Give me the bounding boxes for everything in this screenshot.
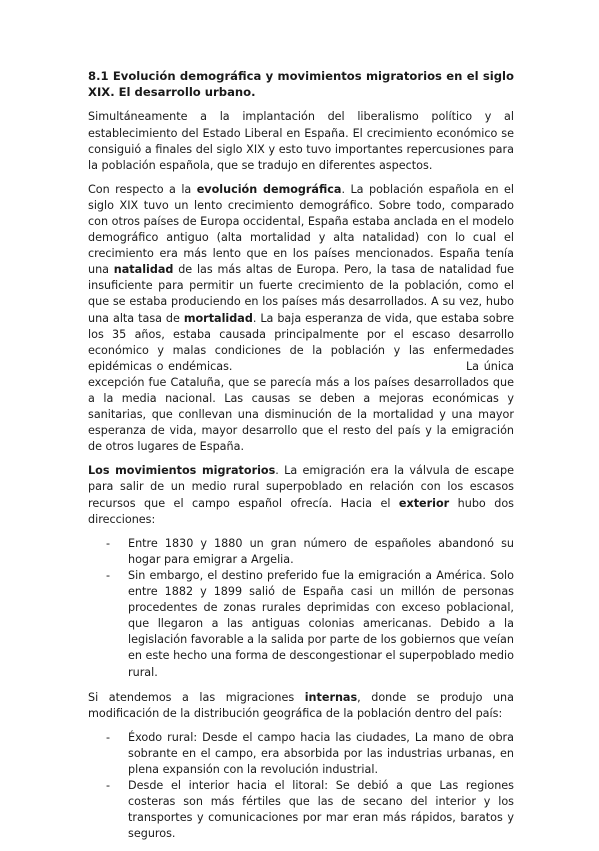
text-run: . La emigración era la válvula de escape para salir de un medio rural superpoblado en relación con los escasos recursos que el campo español ofrecía. Hacia el: [88, 464, 514, 510]
list-item: [106, 778, 514, 842]
demographic-paragraph: [88, 182, 514, 456]
text-run: Si atendemos a las migraciones: [88, 690, 305, 704]
list-item-text: Sin embargo, el destino preferido fue la emigración a América. Solo entre 1882 y 1899 salió de España casi un millón de personas procedentes de zonas rurales deprimidas con exceso poblacional, que llegaron a las antiguas colonias americanas. Debido a la legislación favorable a la salida por parte de los gobiernos que veían en este hecho una forma de descongestionar el superpoblado medio rural.: [128, 568, 514, 679]
list-item-text: Éxodo rural: Desde el campo hacia las ciudades, La mano de obra sobrante en el campo, era absorbida por las industrias urbanas, en plena expansión con la revolución industrial.: [128, 730, 514, 776]
dash-bullet: -: [106, 730, 111, 744]
dash-bullet: -: [106, 568, 111, 582]
list-item: [106, 730, 514, 778]
intro-paragraph: Simultáneamente a la implantación del liberalismo político y al establecimiento del Estado Liberal en España. El crecimiento económico se consiguió a finales del siglo XIX y esto tuvo importantes repercusiones para la población española, que se tradujo en diferentes aspectos.: [88, 110, 514, 172]
text-run: Con respecto a la: [88, 182, 197, 196]
text-run: , donde se produjo una modificación de la distribución geográfica de la población dentro del país:: [88, 690, 514, 720]
text-run: . La baja esperanza de vida, que estaba sobre los 35 años, estaba causada principalmente por el escaso desarrollo económico y malas condiciones de la población y las enfermedades epidémicas o endémicas.: [88, 311, 514, 373]
section-title: 8.1 Evolución demográfica y movimientos migratorios en el siglo XIX. El desarrollo urbano.: [88, 69, 514, 100]
bold-term-exterior: exterior: [398, 496, 450, 510]
document-page: [88, 68, 514, 851]
bold-term-movimientos: Los movimientos migratorios: [88, 464, 276, 478]
bold-term-internas: internas: [304, 690, 358, 704]
bold-term-evolucion: evolución demográfica: [196, 182, 342, 196]
list-item-text: Desde el interior hacia el litoral: Se debió a que Las regiones costeras son más fértiles que las de secano del interior y los transportes y comunicaciones por mar eran más rápidos, baratos y seguros.: [128, 779, 514, 841]
text-run: de las más altas de Europa. Pero, la tasa de natalidad fue insuficiente para permitir un fuerte crecimiento de la población, como el que se estaba produciendo en los países más desarrollados. A su vez, hubo una alta tasa de: [88, 263, 514, 325]
text-run: La única excepción fue Cataluña, que se parecía más a los países desarrollados que a la media nacional. Las causas se deben a mejoras económicas y sanitarias, que conllevan una disminución de la mortalidad y una mayor esperanza de vida, mayor desarrollo que el resto del país y la emigración de otros lugares de España.: [88, 359, 515, 454]
bold-term-mortalidad: mortalidad: [183, 311, 253, 325]
text-run: hubo dos direcciones:: [88, 496, 514, 526]
bold-term-natalidad: natalidad: [113, 263, 174, 277]
internal-migration-list: [106, 730, 514, 843]
external-migration-list: [106, 536, 514, 681]
list-item-text: Entre 1830 y 1880 un gran número de españoles abandonó su hogar para emigrar a Argelia.: [128, 536, 514, 566]
list-item: [106, 536, 514, 568]
migration-paragraph: [88, 463, 514, 527]
dash-bullet: -: [106, 536, 111, 550]
dash-bullet: -: [106, 779, 111, 793]
internal-migration-paragraph: [88, 690, 514, 722]
list-item: [106, 568, 514, 681]
text-run: . La población española en el siglo XIX tuvo un lento crecimiento demográfico. Sobre todo, comparado con otros países de Europa occidental, España estaba anclada en el modelo demográfico antiguo (alta mortalidad y alta natalidad) con lo cual el crecimiento era más lento que en los países mencionados. España tenía una: [88, 182, 514, 277]
